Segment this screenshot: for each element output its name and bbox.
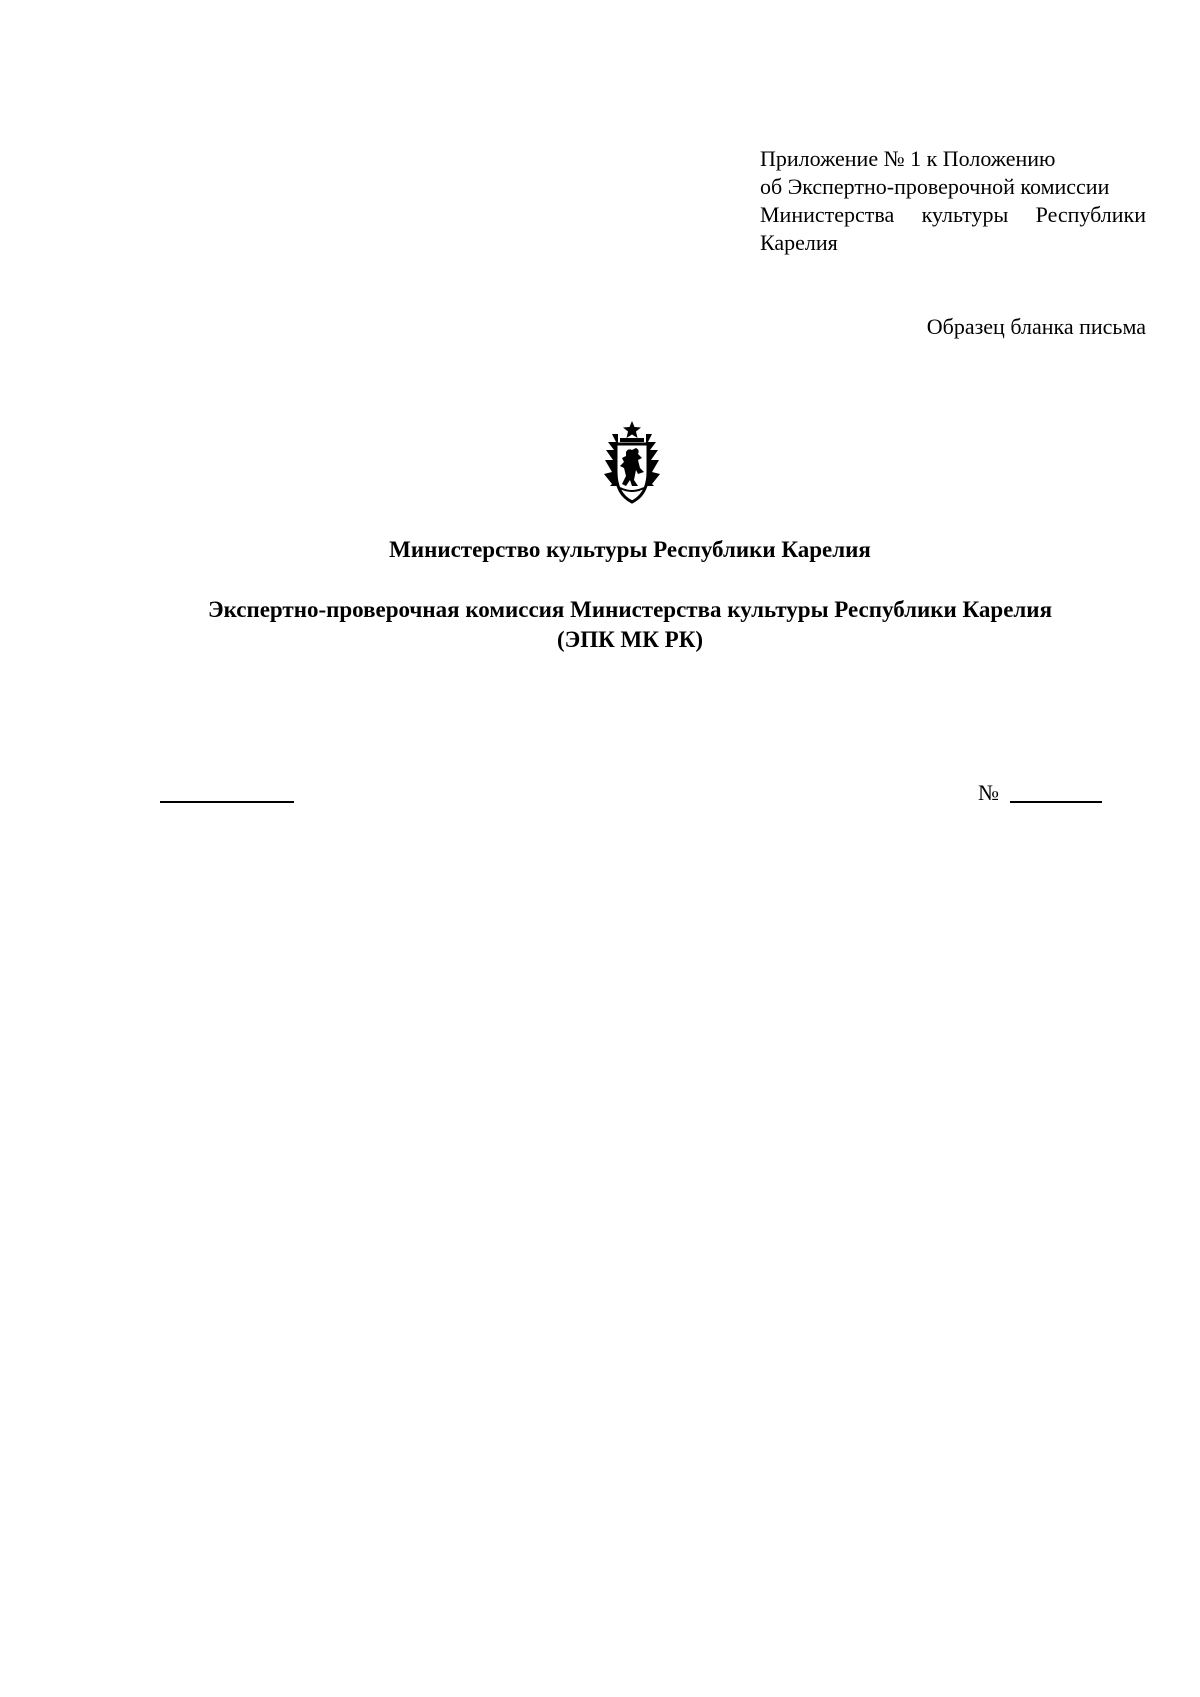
- appendix-line-3: Министерства культуры Республики: [760, 202, 1146, 227]
- appendix-reference: [760, 145, 1146, 257]
- ministry-title: Министерство культуры Республики Карелия: [389, 537, 871, 562]
- karelia-coat-of-arms-icon: [598, 420, 666, 505]
- commission-title: [0, 595, 1200, 655]
- number-sign: №: [978, 780, 999, 805]
- number-blank-line: [1010, 801, 1102, 803]
- date-blank-line: [160, 801, 294, 803]
- commission-title-line-2: (ЭПК МК РК): [556, 627, 704, 652]
- sample-label: Образец бланка письма: [926, 314, 1146, 339]
- appendix-line-4: Карелия: [760, 230, 838, 255]
- commission-title-line-1: Экспертно-проверочная комиссия Министерства культуры Республики Карелия: [207, 597, 1053, 622]
- appendix-line-1: Приложение № 1 к Положению: [760, 146, 1056, 171]
- appendix-line-2: об Экспертно-проверочной комиссии: [760, 174, 1110, 199]
